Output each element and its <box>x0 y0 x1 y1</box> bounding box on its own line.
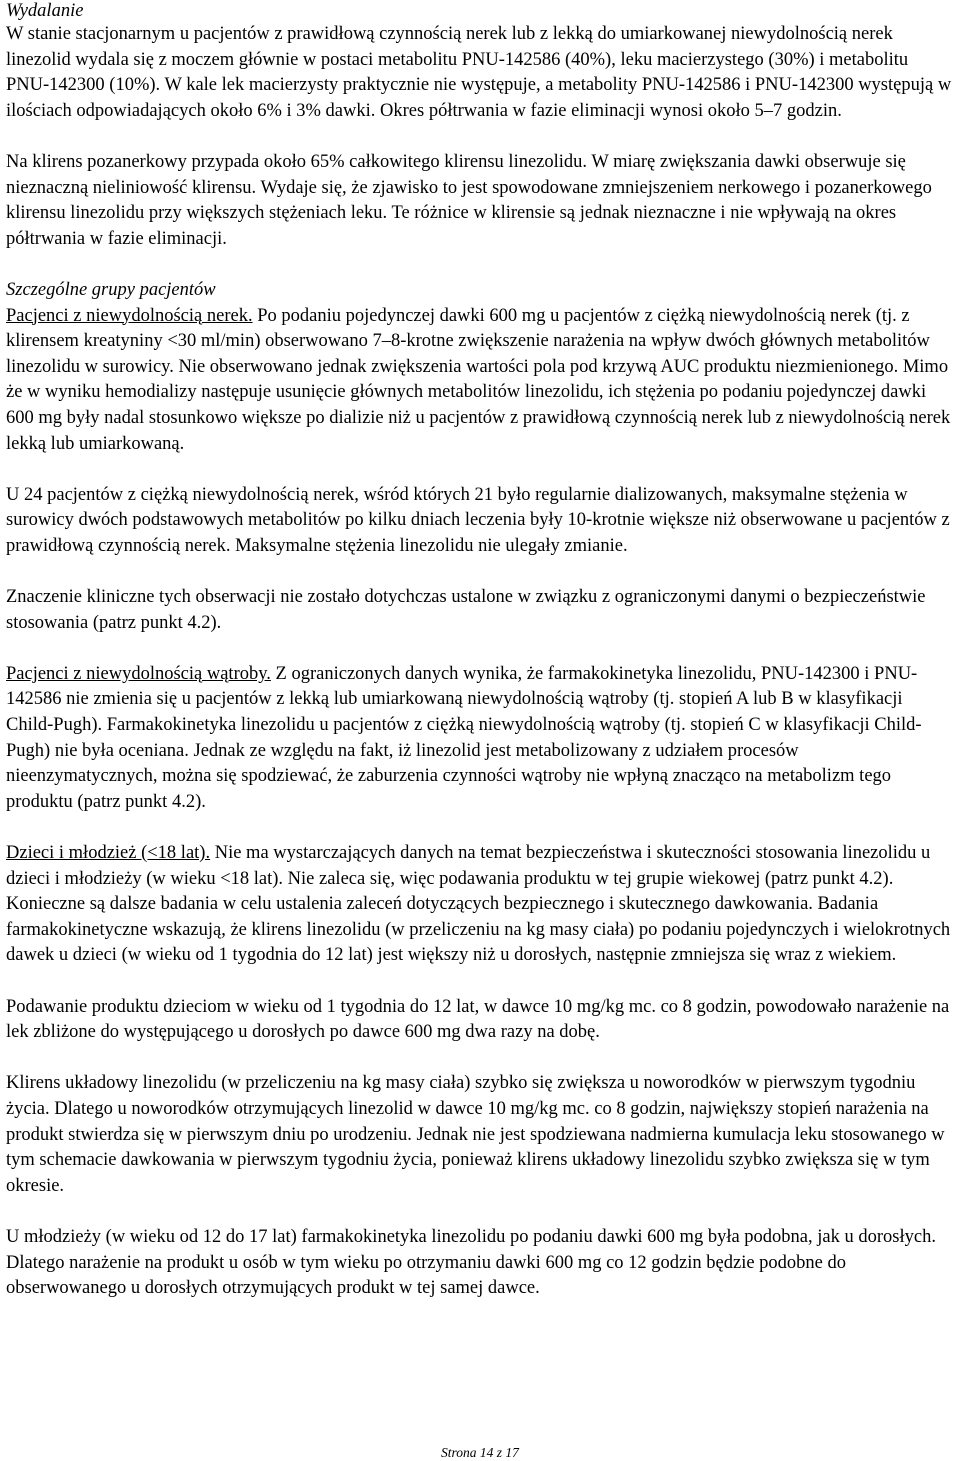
paragraph-gap <box>6 969 952 995</box>
paragraph-gap <box>6 1046 952 1072</box>
paragraph-children <box>6 841 952 969</box>
children-text: Nie ma wystarczających danych na temat bezpieczeństwa i skuteczności stosowania linezolidu u dzieci i młodzieży (w wieku <18 lat). Nie zaleca się, więc podawania produktu w tej grupie wiekowej (patrz punkt 4.2). Konieczne są dalsze badania w celu ustalenia zaleceń dotyczących bezpiecznego i skutecznego dawkowania. Badania farmakokinetyczne wskazują, że klirens linezolidu (w przeliczeniu na kg masy ciała) po podaniu pojedynczych i wielokrotnych dawek u dzieci (w wieku od 1 tygodnia do 12 lat) jest większy niż u dorosłych, następnie zmniejsza się wraz z wiekiem. <box>6 843 951 966</box>
paragraph-gap <box>6 636 952 662</box>
paragraph-gap <box>6 1199 952 1225</box>
subheading-hepatic-impairment: Pacjenci z niewydolnością wątroby. <box>6 663 271 684</box>
renal-impairment-text: Po podaniu pojedynczej dawki 600 mg u pacjentów z ciężką niewydolnością nerek (tj. z klirensem kreatyniny <30 ml/min) obserwowano 7–8-krotne zwiększenie narażenia na wpływ dwóch głównych metabolitów linezolidu w surowicy. Nie obserwowano jednak zwiększenia wartości pola pod krzywą AUC produktu niezmienionego. Mimo że w wyniku hemodializy następuje usunięcie głównych metabolitów linezolidu, ich stężenia po podaniu pojedynczej dawki 600 mg były nadal stosunkowo większe po dializie niż u pacjentów z prawidłową czynnością nerek lub z niewydolnością nerek lekką lub umiarkowaną. <box>6 305 951 454</box>
paragraph-adolescents: U młodzieży (w wieku od 12 do 17 lat) farmakokinetyka linezolidu po podaniu dawki 600 mg była podobna, jak u dorosłych. Dlatego narażenie na produkt u osób w tym wieku po otrzymaniu dawki 600 mg co 12 godzin będzie podobne do obserwowanego u dorosłych otrzymujących produkt w tej samej dawce. <box>6 1226 936 1299</box>
subheading-children: Dzieci i młodzież (<18 lat). <box>6 843 211 863</box>
subheading-renal-impairment: Pacjenci z niewydolnością nerek. <box>6 305 253 326</box>
paragraph-clinical-significance: Znaczenie kliniczne tych obserwacji nie zostało dotychczas ustalone w związku z ograniczonymi danymi o bezpieczeństwie stosowania (patrz punkt 4.2). <box>6 587 926 633</box>
section-title-wydalanie: Wydalanie <box>6 1 84 21</box>
paragraph-neonates: Klirens układowy linezolidu (w przeliczeniu na kg masy ciała) szybko się zwiększa u noworodków w pierwszym tygodniu życia. Dlatego u noworodków otrzymujących linezolid w dawce 10 mg/kg mc. co 8 godzin, największy stopień narażenia na produkt stwierdza się w pierwszym dniu po urodzeniu. Jednak nie jest spodziewana nadmierna kumulacja leku stosowanego w tym schemacie dawkowania w pierwszym tygodniu życia, ponieważ klirens układowy linezolidu szybko zwiększa się w tym okresie. <box>6 1073 945 1196</box>
document-page <box>6 0 952 1302</box>
paragraph-hepatic-impairment <box>6 662 952 816</box>
paragraph-gap <box>6 815 952 841</box>
section-title-special-groups: Szczególne grupy pacjentów <box>6 279 216 300</box>
hepatic-impairment-text: Z ograniczonych danych wynika, że farmakokinetyka linezolidu, PNU-142300 i PNU-142586 nie zmienia się u pacjentów z lekką lub umiarkowaną niewydolnością wątroby (tj. stopień A lub B w klasyfikacji Child-Pugh). Farmakokinetyka linezolidu u pacjentów z ciężką niewydolnością wątroby (tj. stopień C w klasyfikacji Child-Pugh) nie była oceniana. Jednak ze względu na fakt, iż linezolid jest metabolizowany z udziałem procesów nieenzymatycznych, można się spodziewać, że zaburzenia czynności wątroby nie wpłyną znacząco na metabolizm tego produktu (patrz punkt 4.2). <box>6 663 922 812</box>
paragraph-renal-impairment <box>6 304 952 458</box>
paragraph-children-dosing: Podawanie produktu dzieciom w wieku od 1 tygodnia do 12 lat, w dawce 10 mg/kg mc. co 8 godzin, powodowało narażenie na lek zbliżone do występującego u dorosłych po dawce 600 mg dwa razy na dobę. <box>6 996 950 1043</box>
paragraph-gap <box>6 457 952 483</box>
paragraph-nonrenal-clearance: Na klirens pozanerkowy przypada około 65% całkowitego klirensu linezolidu. W miarę zwiększania dawki obserwuje się nieznaczną nieliniowość klirensu. Wydaje się, że zjawisko to jest spowodowane zmniejszeniem nerkowego i pozanerkowego klirensu linezolidu przy większych stężeniach leku. Te różnice w klirensie są jednak nieznaczne i nie wpływają na okres półtrwania w fazie eliminacji. <box>6 151 932 249</box>
paragraph-gap <box>6 124 952 150</box>
paragraph-gap <box>6 559 952 585</box>
paragraph-severe-renal-patients: U 24 pacjentów z ciężką niewydolnością nerek, wśród których 21 było regularnie dializowanych, maksymalne stężenia w surowicy dwóch podstawowych metabolitów po kilku dniach leczenia były 10-krotnie większe niż obserwowane u pacjentów z prawidłową czynnością nerek. Maksymalne stężenia linezolidu nie ulegały zmianie. <box>6 484 950 556</box>
paragraph-excretion: W stanie stacjonarnym u pacjentów z prawidłową czynnością nerek lub z lekką do umiarkowanej niewydolnością nerek linezolid wydala się z moczem głównie w postaci metabolitu PNU-142586 (40%), leku macierzystego (30%) i metabolitu PNU-142300 (10%). W kale lek macierzysty praktycznie nie występuje, a metabolity PNU-142586 i PNU-142300 występują w ilościach odpowiadających około 6% i 3% dawki. Okres półtrwania w fazie eliminacji wynosi około 5–7 godzin. <box>6 24 952 121</box>
page-number-footer: Strona 14 z 17 <box>441 1445 519 1460</box>
paragraph-gap <box>6 252 952 278</box>
